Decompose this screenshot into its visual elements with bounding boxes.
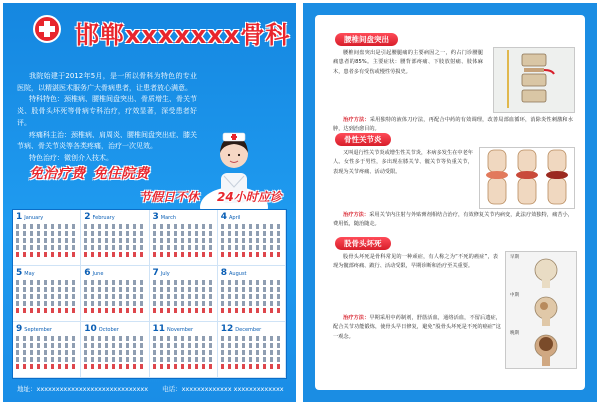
- treatment-text: 早期采用中药制剂，舒筋活血，通络活血，不留后遗症，配合关节功能锻炼，使骨头早日修复，避免“股骨头坏死是不死的癌症”这一观念。: [333, 315, 501, 340]
- treatment-label: 治疗方法：: [343, 117, 370, 123]
- section-title-osteoarthritis: 骨性关节炎: [335, 133, 391, 146]
- treatment-text: 采用独特的液体刀疗法，再配合中药的有效调理，改善局部血循环，消除炎性刺激和水肿，达到治愈目的。: [333, 117, 573, 133]
- section-treatment-osteoarthritis: [333, 211, 573, 230]
- address-text: 地址：xxxxxxxxxxxxxxxxxxxxxxxxxxxxx: [17, 385, 149, 393]
- treatment-label: 治疗方法：: [343, 212, 370, 218]
- month-number: 4: [220, 212, 228, 222]
- intro-paragraph: 特色治疗：微创介入技术。: [29, 153, 113, 162]
- section-treatment-lumbar: [333, 116, 573, 135]
- slogan-holiday-open: 节假日不休: [139, 190, 200, 204]
- month-name: October: [98, 327, 119, 333]
- month-number: 7: [152, 268, 159, 278]
- calendar-month: [150, 210, 218, 266]
- month-number: 2: [84, 212, 91, 222]
- month-name: June: [92, 271, 104, 277]
- intro-paragraph: 特科特色：颈椎病、腰椎间盘突出、骨质增生、骨关节炎、股骨头坏死等骨病专科治疗，疗效显著，深受患者好评。: [17, 95, 197, 127]
- calendar-month: [218, 210, 286, 266]
- section-text-lumbar: 腰椎间盘突出是引起腰腿痛的主要病因之一，约占门诊腰腿痛患者的85%。主要症状：腰背部疼痛、下肢放射痛、肢体麻木，患者多有受伤或慢性劳损史。: [333, 50, 483, 75]
- month-name: July: [160, 271, 170, 277]
- month-number: 3: [152, 212, 159, 222]
- month-name: November: [167, 327, 194, 333]
- section-title-femoral-head: 股骨头坏死: [335, 237, 391, 250]
- month-number: 1: [16, 212, 23, 222]
- red-cross-logo-icon: [33, 15, 61, 43]
- femoral-head-stages-illustration: [505, 251, 577, 369]
- calendar-month: [218, 322, 286, 378]
- section-title-lumbar: 腰椎间盘突出: [335, 33, 398, 46]
- slogan-free-hospitalization: 免住院费: [93, 166, 149, 182]
- section-text-osteoarthritis: 又叫退行性关节炎或增生性关节炎，本病多发生在中老年人。女性多于男性，多出现在膝关节、髋关节等负重关节，表现为关节疼痛、活动受限。: [333, 150, 473, 175]
- treatment-text: 采用关节内注射与外贴膏剂相结合治疗，有效修复关节内病变，此法疗效独特，痛苦小，费用低，随治随走。: [333, 212, 573, 228]
- month-name: April: [229, 215, 241, 221]
- right-page: [303, 3, 597, 402]
- slogan-24-hour: 24小时应诊: [217, 190, 282, 204]
- month-number: 11: [152, 324, 166, 334]
- stage-label-middle: 中期: [510, 293, 519, 298]
- section-text-femoral-head: 股骨头坏死是骨科常见的一种顽症，有人称之为“不死的癌症”，表现为髋部疼痛、跛行、活动受限，早期诊断和治疗至关重要。: [333, 254, 498, 270]
- stage-label-early: 早期: [510, 255, 519, 260]
- month-name: December: [235, 327, 262, 333]
- slogan-free-treatment: 免治疗费: [29, 166, 85, 182]
- intro-paragraph: 我院始建于2012年5月，是一所以骨科为特色的专业医院，以精湛医术服务广大骨病患者，让患者放心满意。: [17, 72, 197, 92]
- section-treatment-femoral-head: [333, 314, 501, 342]
- intro-paragraph: 疼痛科主治：颈椎病、肩周炎、腰椎间盘突出症、膝关节病、骨关节炎等各类疼痛，治疗一次见效。: [17, 130, 197, 151]
- hospital-name: 邯郸xxxxxxx骨科: [75, 21, 291, 49]
- calendar-month: [150, 322, 218, 378]
- month-number: 5: [16, 268, 23, 278]
- contact-footer: [17, 384, 289, 393]
- month-number: 10: [84, 324, 97, 334]
- knee-joint-illustration: [479, 147, 575, 209]
- calendar-month: [13, 210, 81, 266]
- month-name: February: [92, 215, 115, 221]
- month-number: 8: [220, 268, 228, 278]
- stage-label-late: 晚期: [510, 331, 519, 336]
- calendar-month: [81, 210, 149, 266]
- calendar-month: [13, 266, 81, 322]
- month-name: August: [229, 271, 247, 277]
- month-name: March: [160, 215, 177, 221]
- month-number: 9: [16, 324, 23, 334]
- calendar-month: [150, 266, 218, 322]
- calendar-month: [81, 266, 149, 322]
- left-page: [3, 3, 296, 402]
- month-name: September: [24, 327, 52, 333]
- month-name: May: [24, 271, 35, 277]
- month-name: January: [24, 215, 44, 221]
- month-number: 12: [220, 324, 234, 334]
- treatment-label: 治疗方法：: [343, 315, 370, 321]
- calendar-month: [218, 266, 286, 322]
- spine-illustration: [493, 47, 575, 113]
- calendar-month: [81, 322, 149, 378]
- month-number: 6: [84, 268, 91, 278]
- phone-text: 电话：xxxxxxxxxxxxx xxxxxxxxxxxxx: [162, 385, 284, 393]
- calendar-grid: [12, 209, 287, 379]
- disease-info-panel: [315, 15, 585, 390]
- calendar-month: [13, 322, 81, 378]
